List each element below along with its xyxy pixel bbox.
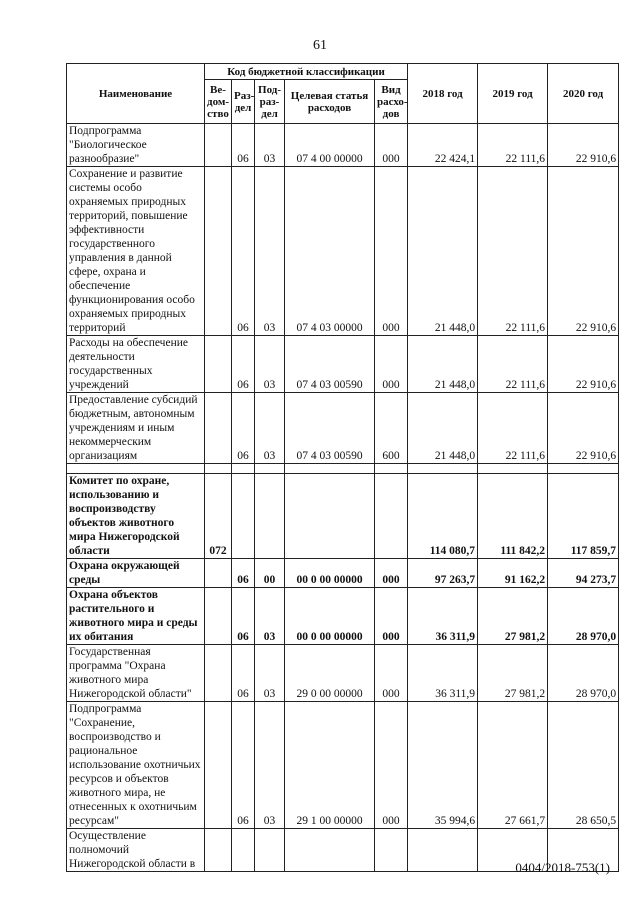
row-podrazdel-cell: 03 [255,336,285,393]
row-2019-cell: 111 842,2 [478,474,548,559]
header-code-group: Код бюджетной классификации [205,64,408,80]
row-vedomstvo-cell [205,124,232,167]
row-target-cell [285,474,375,559]
row-name-cell: Государственная программа "Охрана животного мира Нижегородской области" [67,645,205,702]
row-2020-cell: 94 273,7 [548,559,619,588]
row-name-cell: Сохранение и развитие системы особо охраняемых природных территорий, повышение эффективности государственного управления в данной сфере, охрана и обеспечение функционирования особо охраняемых природных территорий [67,167,205,336]
row-podrazdel-cell [255,474,285,559]
row-2020-cell [548,464,619,474]
row-2020-cell: 117 859,7 [548,474,619,559]
row-2020-cell: 28 970,0 [548,645,619,702]
table-row [67,167,619,336]
header-podrazdel: Под-раз-дел [255,80,285,124]
row-vid-cell [375,829,408,872]
row-2018-cell [408,464,478,474]
row-podrazdel-cell: 00 [255,559,285,588]
row-vid-cell: 600 [375,393,408,464]
row-vedomstvo-cell [205,464,232,474]
row-podrazdel-cell: 03 [255,393,285,464]
row-razdel-cell: 06 [232,645,255,702]
row-vid-cell: 000 [375,167,408,336]
row-2020-cell: 22 910,6 [548,393,619,464]
row-name-cell: Предоставление субсидий бюджетным, автономным учреждениям и иным некоммерческим организациям [67,393,205,464]
row-target-cell [285,464,375,474]
row-target-cell [285,829,375,872]
row-2020-cell: 28 970,0 [548,588,619,645]
row-name-cell: Охрана окружающей среды [67,559,205,588]
page-number: 61 [313,38,327,53]
row-vedomstvo-cell [205,829,232,872]
row-name-cell [67,464,205,474]
row-2018-cell: 22 424,1 [408,124,478,167]
row-2019-cell: 27 981,2 [478,645,548,702]
header-2019: 2019 год [478,64,548,124]
row-2019-cell: 27 661,7 [478,702,548,829]
row-razdel-cell [232,474,255,559]
row-vid-cell: 000 [375,645,408,702]
row-2018-cell: 97 263,7 [408,559,478,588]
row-podrazdel-cell: 03 [255,167,285,336]
header-razdel: Раз-дел [232,80,255,124]
row-vedomstvo-cell [205,559,232,588]
row-razdel-cell [232,464,255,474]
row-2018-cell: 36 311,9 [408,645,478,702]
header-vedomstvo: Ве-дом-ство [205,80,232,124]
table-row [67,393,619,464]
row-target-cell: 07 4 03 00590 [285,336,375,393]
row-razdel-cell: 06 [232,124,255,167]
row-vid-cell: 000 [375,336,408,393]
row-2018-cell: 36 311,9 [408,588,478,645]
row-vedomstvo-cell [205,588,232,645]
table-row [67,336,619,393]
row-target-cell: 29 1 00 00000 [285,702,375,829]
header-2018: 2018 год [408,64,478,124]
row-podrazdel-cell [255,829,285,872]
row-vid-cell [375,474,408,559]
row-2018-cell [408,829,478,872]
table-row [67,588,619,645]
header-vid: Вид расхо-дов [375,80,408,124]
row-2019-cell: 22 111,6 [478,167,548,336]
header-2020: 2020 год [548,64,619,124]
row-vedomstvo-cell [205,393,232,464]
row-2018-cell: 21 448,0 [408,393,478,464]
row-2020-cell: 22 910,6 [548,167,619,336]
row-vid-cell: 000 [375,124,408,167]
row-razdel-cell: 06 [232,588,255,645]
row-vid-cell: 000 [375,588,408,645]
row-2020-cell: 22 910,6 [548,124,619,167]
row-target-cell: 29 0 00 00000 [285,645,375,702]
row-2020-cell: 28 650,5 [548,702,619,829]
row-vid-cell: 000 [375,702,408,829]
row-razdel-cell: 06 [232,393,255,464]
row-2018-cell: 21 448,0 [408,336,478,393]
row-podrazdel-cell: 03 [255,645,285,702]
row-vedomstvo-cell [205,336,232,393]
row-2019-cell: 91 162,2 [478,559,548,588]
row-2019-cell: 22 111,6 [478,336,548,393]
row-target-cell: 00 0 00 00000 [285,588,375,645]
row-podrazdel-cell [255,464,285,474]
row-target-cell: 00 0 00 00000 [285,559,375,588]
table-row [67,702,619,829]
row-razdel-cell: 06 [232,702,255,829]
document-code: 0404/2018-753(1) [515,860,610,875]
row-vedomstvo-cell [205,167,232,336]
row-2020-cell: 22 910,6 [548,336,619,393]
row-2018-cell: 21 448,0 [408,167,478,336]
row-vid-cell [375,464,408,474]
row-target-cell: 07 4 00 00000 [285,124,375,167]
table-row [67,124,619,167]
row-name-cell: Подпрограмма "Биологическое разнообразие" [67,124,205,167]
budget-table [66,63,619,872]
row-2018-cell: 35 994,6 [408,702,478,829]
header-name: Наименование [67,64,205,124]
row-vedomstvo-cell [205,702,232,829]
table-row [67,464,619,474]
row-2019-cell [478,464,548,474]
row-name-cell: Комитет по охране, использованию и воспроизводству объектов животного мира Нижегородской области [67,474,205,559]
row-razdel-cell: 06 [232,559,255,588]
row-name-cell: Охрана объектов растительного и животного мира и среды их обитания [67,588,205,645]
row-target-cell: 07 4 03 00590 [285,393,375,464]
row-name-cell: Подпрограмма "Сохранение, воспроизводство и рациональное использование охотничьих ресурсов и объектов животного мира, не отнесенных к охотничьим ресурсам" [67,702,205,829]
row-2019-cell: 22 111,6 [478,393,548,464]
row-target-cell: 07 4 03 00000 [285,167,375,336]
row-vedomstvo-cell [205,645,232,702]
row-podrazdel-cell: 03 [255,124,285,167]
row-razdel-cell: 06 [232,336,255,393]
row-name-cell: Осуществление полномочий Нижегородской области в [67,829,205,872]
header-target: Целевая статья расходов [285,80,375,124]
row-name-cell: Расходы на обеспечение деятельности государственных учреждений [67,336,205,393]
row-razdel-cell: 06 [232,167,255,336]
row-vedomstvo-cell: 072 [205,474,232,559]
row-podrazdel-cell: 03 [255,588,285,645]
row-2019-cell: 27 981,2 [478,588,548,645]
table-row [67,474,619,559]
table-row [67,559,619,588]
row-2019-cell: 22 111,6 [478,124,548,167]
row-podrazdel-cell: 03 [255,702,285,829]
table-body [67,124,619,872]
row-razdel-cell [232,829,255,872]
row-2018-cell: 114 080,7 [408,474,478,559]
table-row [67,645,619,702]
row-vid-cell: 000 [375,559,408,588]
